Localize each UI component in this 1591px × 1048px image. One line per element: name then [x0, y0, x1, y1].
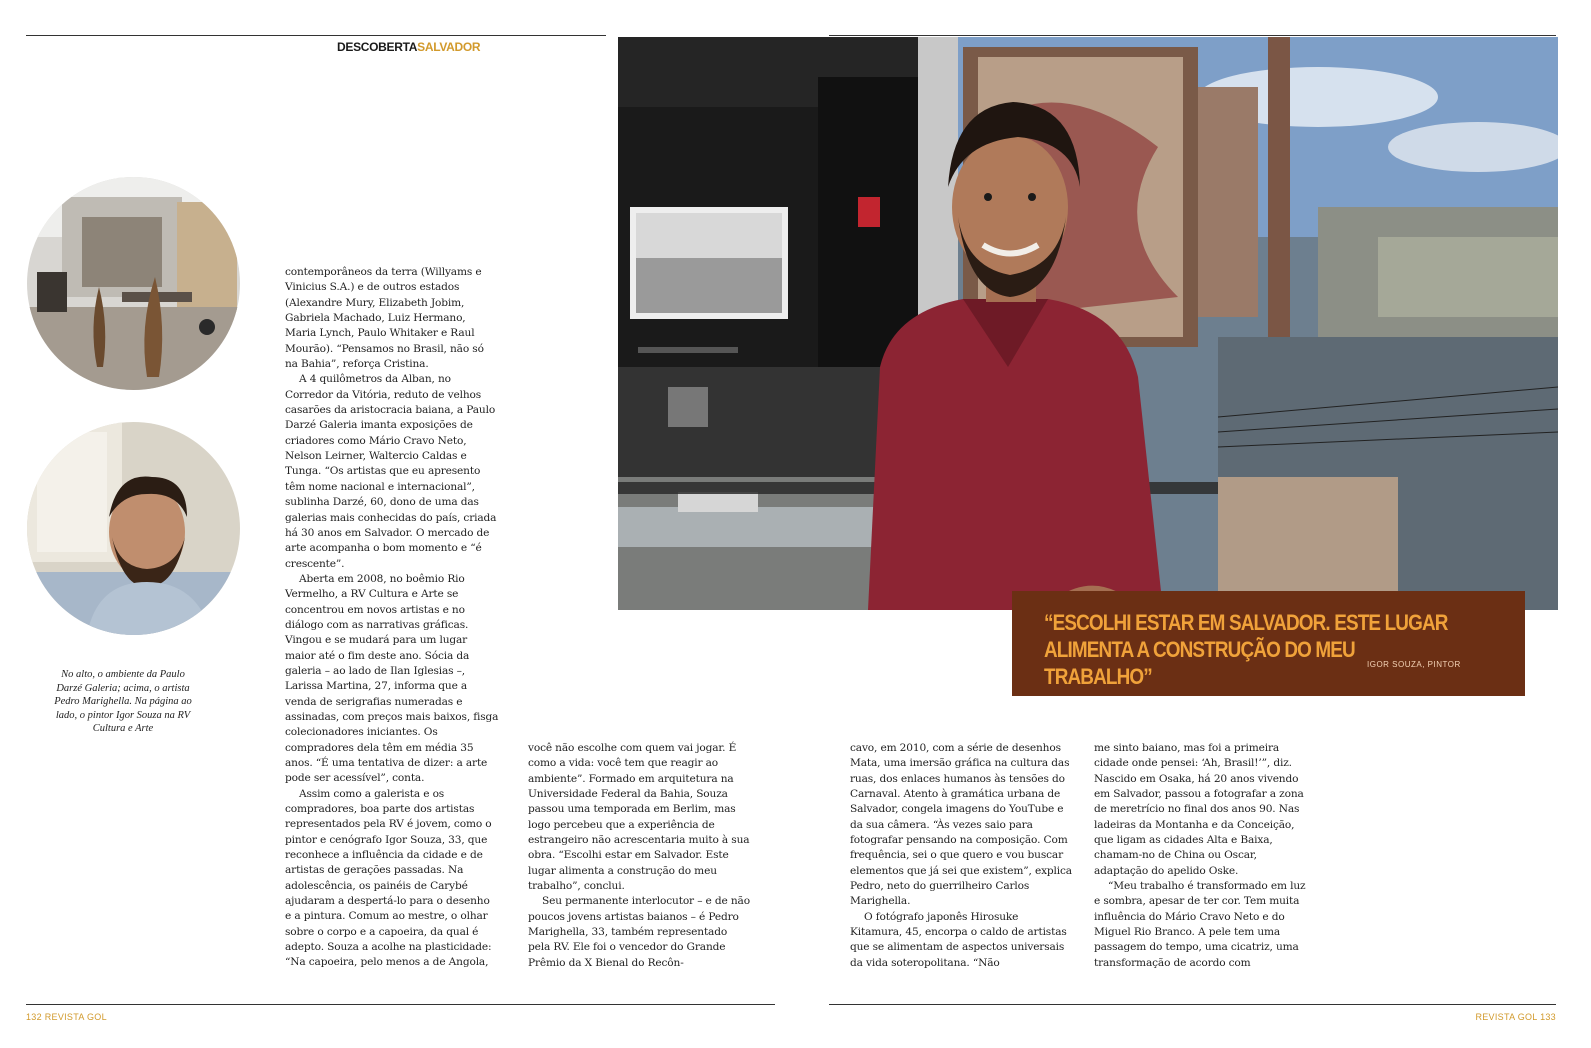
article-column-3: [850, 741, 1072, 971]
pedro-marighella-photo: [27, 422, 240, 635]
igor-souza-photo: [618, 37, 1558, 610]
photo-caption: No alto, o ambiente da Paulo Darzé Galeria; acima, o artista Pedro Marighella. Na página ao lado, o pintor Igor Souza na RV Cultura e Arte: [54, 669, 192, 734]
gallery-interior-photo: [27, 177, 240, 390]
top-rule-left: [26, 35, 606, 36]
subsection-label: SALVADOR: [417, 40, 481, 54]
pull-quote-text: “ESCOLHI ESTAR EM SALVADOR. ESTE LUGAR ALIMENTA A CONSTRUÇÃO DO MEU TRABALHO”: [1044, 610, 1448, 689]
article-column-1: [285, 265, 499, 971]
paragraph: A 4 quilômetros da Alban, no Corredor da Vitória, reduto de velhos casarões da aristocracia baiana, a Paulo Darzé Galeria imanta exposições de criadores como Mário Cravo Neto, Nelson Leirner, Waltercio Caldas e Tunga. “Os artistas que eu apresento têm nome nacional e internacional”, sublinha Darzé, 60, dono de uma das galerias mais conhecidas do país, criada há 30 anos em Salvador. O mercado de arte acompanha o bom momento e “é crescente”.: [285, 373, 497, 570]
bottom-rule-left: [26, 1004, 775, 1005]
paragraph: O fotógrafo japonês Hirosuke Kitamura, 45, encorpa o caldo de artistas que se alimentam de aspectos universais da vida soteropolitana. “Não: [850, 910, 1067, 969]
pull-quote: [1012, 591, 1525, 696]
article-column-4: [1094, 741, 1310, 971]
paragraph: contemporâneos da terra (Willyams e Vinicius S.A.) e de outros estados (Alexandre Mury, Elizabeth Jobim, Gabriela Machado, Luiz Hermano, Maria Lynch, Paulo Whitaker e Raul Mourão). “Pensamos no Brasil, não só na Bahia”, reforça Cristina.: [285, 266, 484, 371]
folio-right: REVISTA GOL 133: [1475, 1012, 1556, 1022]
paragraph: cavo, em 2010, com a série de desenhos Mata, uma imersão gráfica na cultura das ruas, dos enlaces humanos às tensões do Carnaval. Atento à gramática urbana de Salvador, congela imagens do YouTube e da sua câmera. “Às vezes saio para fotografar pensando na composição. Com frequência, sei o que quero e vou buscar elementos que já sei que existem”, explica Pedro, neto do guerrilheiro Carlos Marighella.: [850, 742, 1072, 908]
paragraph: Assim como a galerista e os compradores, boa parte dos artistas representados pela RV é jovem, como o pintor e cenógrafo Igor Souza, 33, que reconhece a influência da cidade e de artistas de gerações passadas. Na adolescência, os painéis de Carybé ajudaram a despertá-lo para o desenho e a pintura. Comum ao mestre, o olhar sobre o corpo e a capoeira, da qual é adepto. Souza a acolhe na plasticidade: “Na capoeira, pelo menos a de Angola,: [285, 787, 492, 969]
top-rule-right: [829, 35, 1556, 36]
paragraph: me sinto baiano, mas foi a primeira cidade onde pensei: ‘Ah, Brasil!’”, diz. Nascido em Osaka, há 20 anos vivendo em Salvador, passou a fotografar a zona de meretrício no final dos anos 90. Nas ladeiras da Montanha e da Conceição, que ligam as cidades Alta e Baixa, chamam-no de China ou Oscar, adaptação do apelido Oske.: [1094, 742, 1304, 877]
paragraph: Aberta em 2008, no boêmio Rio Vermelho, a RV Cultura e Arte se concentrou em novos artistas e no diálogo com as narrativas gráficas. Vingou e se mudará para um lugar maior até o fim deste ano. Sócia da galeria – ao lado de Ilan Iglesias –, Larissa Martina, 27, informa que a venda de serigrafias numeradas e assinadas, com preços mais baixos, fisga colecionadores iniciantes. Os compradores dela têm em média 35 anos. “É uma tentativa de dizer: a arte pode ser acessível”, conta.: [285, 572, 499, 785]
folio-left: 132 REVISTA GOL: [26, 1012, 107, 1022]
pull-quote-credit: IGOR SOUZA, PINTOR: [1367, 660, 1461, 669]
paragraph: “Meu trabalho é transformado em luz e sombra, apesar de ter cor. Tem muita influência do Mário Cravo Neto e do Miguel Rio Branco. A pele tem uma passagem do tempo, uma cicatriz, uma transformação de acordo com: [1094, 880, 1306, 969]
section-header: [337, 40, 480, 54]
bottom-rule-right: [829, 1004, 1556, 1005]
section-label: DESCOBERTA: [337, 40, 418, 54]
article-column-2: [528, 741, 750, 971]
paragraph: Seu permanente interlocutor – e de não poucos jovens artistas baianos – é Pedro Marighella, 33, também representado pela RV. Ele foi o vencedor do Grande Prêmio da X Bienal do Recôn-: [528, 895, 750, 969]
paragraph: você não escolhe com quem vai jogar. É como a vida: você tem que reagir ao ambiente”. Formado em arquitetura na Universidade Federal da Bahia, Souza passou uma temporada em Berlim, mas logo percebeu que a experiência de estrangeiro não acrescentaria muito à sua obra. “Escolhi estar em Salvador. Este lugar alimenta a construção do meu trabalho”, conclui.: [528, 742, 750, 893]
